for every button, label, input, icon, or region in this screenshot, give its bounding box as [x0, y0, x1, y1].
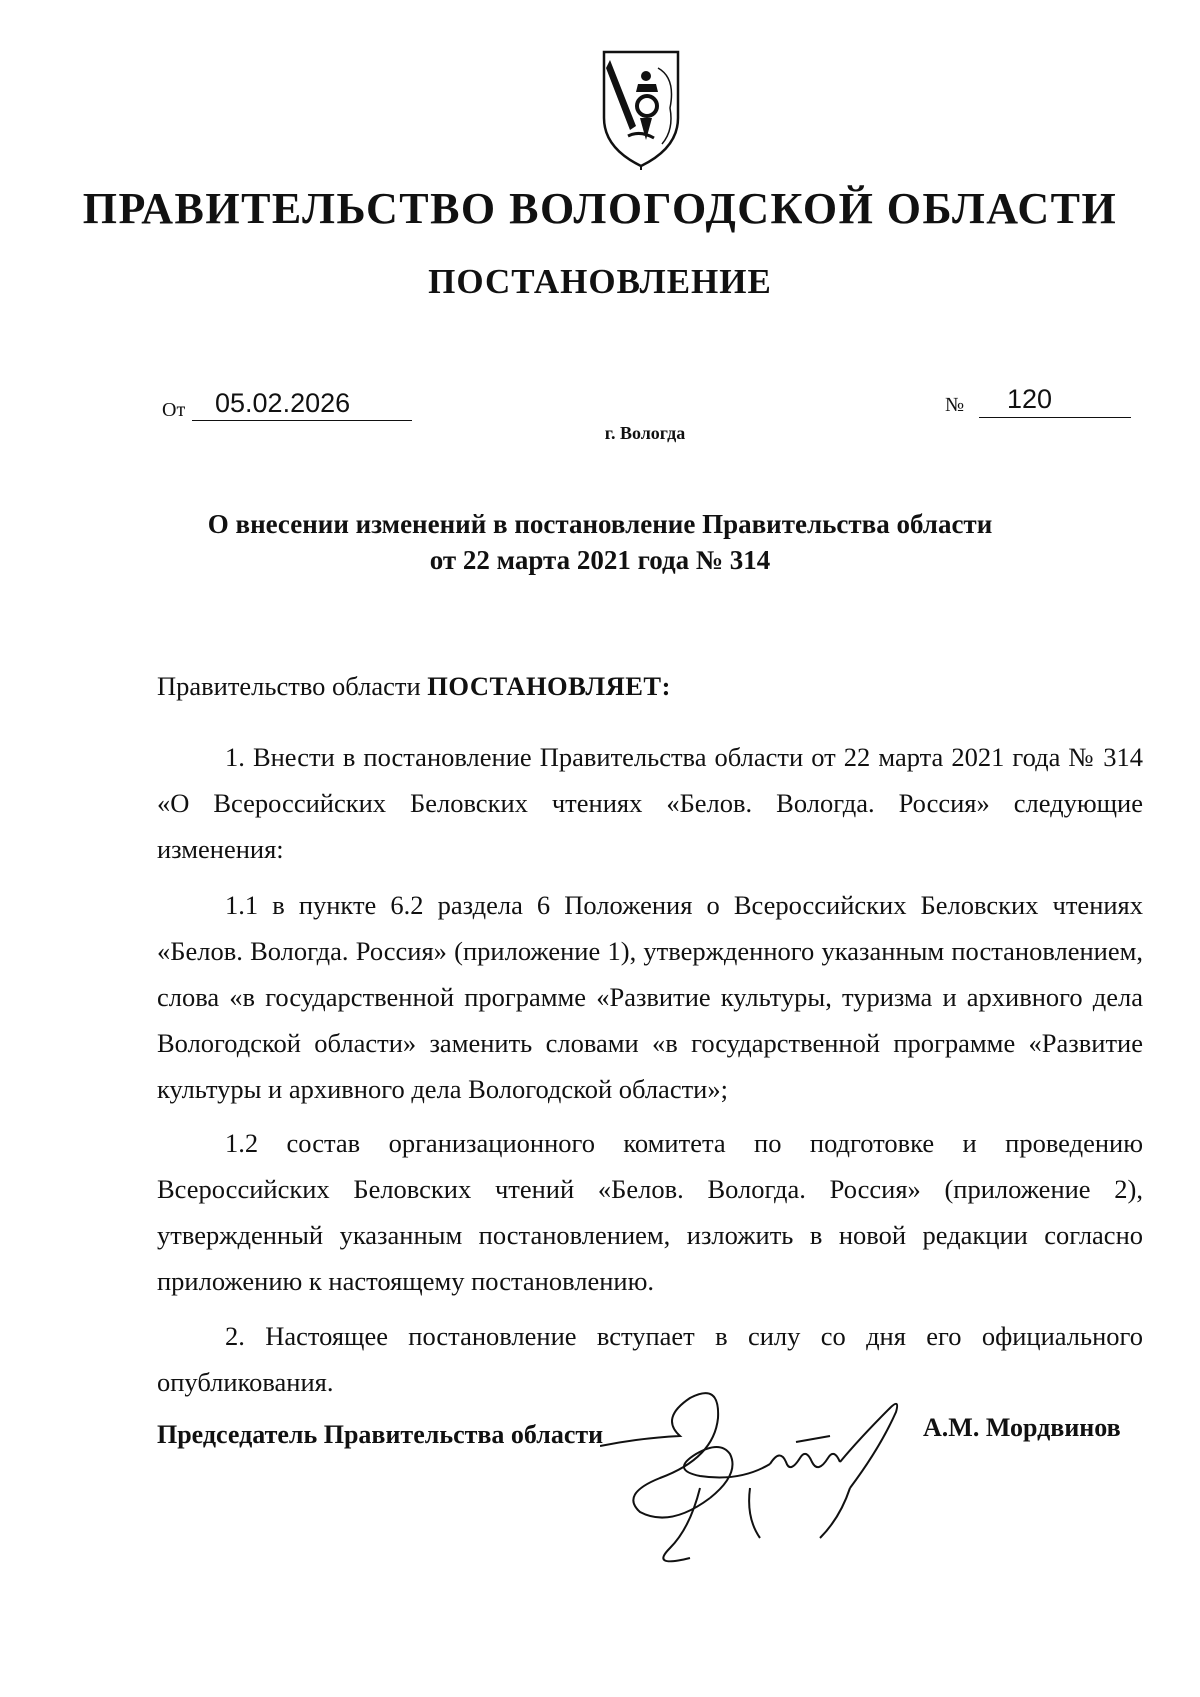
paragraph-1: 1. Внести в постановление Правительства области от 22 марта 2021 года № 314 «О Всероссийских Беловских чтениях «Белов. Вологда. Россия» следующие изменения:	[157, 742, 1143, 864]
paragraph-1-1: 1.1 в пункте 6.2 раздела 6 Положения о Всероссийских Беловских чтениях «Белов. Вологда. Россия» (приложение 1), утвержденного указанным постановлением, слова «в государственной программе «Развитие культуры, туризма и архивного дела Вологодской области» заменить словами «в государственной программе «Развитие культуры и архивного дела Вологодской области»;	[157, 890, 1143, 1104]
subject-line-2: от 22 марта 2021 года № 314	[429, 545, 771, 575]
coat-of-arms-icon	[600, 48, 682, 170]
document-kind: ПОСТАНОВЛЕНИЕ	[428, 262, 772, 301]
date-value: 05.02.2026	[215, 388, 351, 418]
subject-line-1: О внесении изменений в постановление Правительства области	[207, 509, 993, 539]
paragraph-1-2: 1.2 состав организационного комитета по подготовке и проведению Всероссийских Беловских чтений «Белов. Вологда. Россия» (приложение 2), утвержденный указанным постановлением, изложить в новой редакции согласно приложению к настоящему постановлению.	[157, 1128, 1143, 1296]
government-title: ПРАВИТЕЛЬСТВО ВОЛОГОДСКОЙ ОБЛАСТИ	[82, 184, 1118, 233]
city: г. Вологда	[604, 423, 686, 443]
date-field	[162, 390, 412, 422]
number-field	[945, 384, 1131, 421]
document-subject	[0, 506, 1200, 578]
signatory-position: Председатель Правительства области	[157, 1420, 604, 1449]
preamble-text: Правительство области	[157, 671, 428, 701]
preamble	[157, 663, 1143, 709]
handwritten-signature	[600, 1378, 940, 1608]
paragraph-2: 2. Настоящее постановление вступает в силу со дня его официального опубликования.	[157, 1321, 1143, 1397]
number-prefix: №	[945, 394, 965, 416]
preamble-bold: ПОСТАНОВЛЯЕТ:	[427, 671, 671, 701]
date-underline	[192, 420, 412, 421]
number-value: 120	[1007, 384, 1053, 414]
date-prefix: От	[162, 399, 186, 421]
signatory-name: А.М. Мордвинов	[923, 1413, 1121, 1442]
number-underline	[979, 417, 1131, 418]
